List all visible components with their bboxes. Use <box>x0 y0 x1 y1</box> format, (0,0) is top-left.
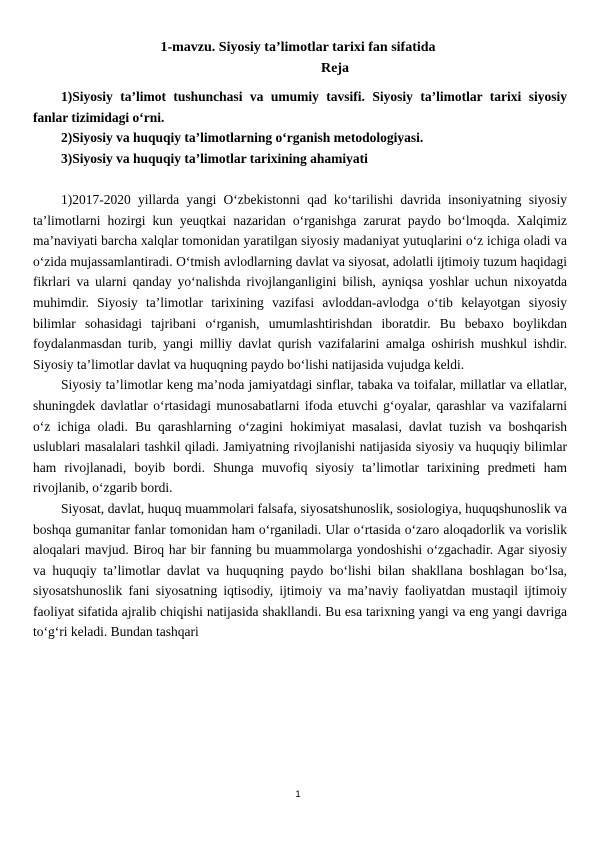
paragraph: Siyosiy ta’limotlar keng ma’noda jamiyatdagi sinflar, tabaka va toifalar, millatlar va ellatlar, shuningdek davlatlar o‘rtasidagi munosabatlarni ifoda etuvchi g‘oyalar, qarashlar va vazifalarni o‘z ichiga oladi. Bu qarashlarning o‘zagini hokimiyat masalasi, davlat tuzish va boshqarish uslublari masalalari tashkil qiladi. Jamiyatning rivojlanishi natijasida siyosiy va huquqiy bilimlar ham rivojlanadi, boyib bordi. Shunga muvofiq siyosiy ta’limotlar tarixining predmeti ham rivojlanib, o‘zgarib bordi. <box>33 377 567 496</box>
plan-item: 3)Siyosiy va huquqiy ta’limotlar tarixining ahamiyati <box>61 150 368 166</box>
paragraph: 1)2017-2020 yillarda yangi O‘zbekistonni qad ko‘tarilishi davrida insoniyatning siyosiy ta’limotlarni hozirgi kun yeuqtkai nazaridan o‘rganishga zarurat paydo bo‘lmoqda. Xalqimiz ma’naviyati barcha xalqlar tomonidan yaratilgan siyosiy madaniyat yutuqlarini o‘z ichiga oladi va o‘zida mujassamlantiradi. O‘tmish avlodlarning davlat va siyosat, adolatli ijtimoiy tuzum haqidagi fikrlari va ularni qanday yo‘nalishda rivojlanganligini bilish, ayniqsa yoshlar uchun nixoyatda muhimdir. Siyosiy ta’limotlar tarixining vazifasi avloddan-avlodga o‘tib kelayotgan siyosiy bilimlar sohasidagi tajribani o‘rganish, umumlashtirishdan iboratdir. Bu bebaxo boylikdan foydalanmasdan turib, yangi milliy davlat qurish vazifalarini amalga oshirish mushkul ishdir. Siyosiy ta’limotlar davlat va huquqning paydo bo‘lishi natijasida vujudga keldi. <box>33 192 567 372</box>
page-number: 1 <box>295 789 301 800</box>
plan-heading: Reja <box>321 61 349 76</box>
body-text <box>33 190 567 643</box>
plan-list <box>33 87 567 169</box>
document-title: 1-mavzu. Siyosiy ta’limotlar tarixi fan sifatida <box>160 40 436 55</box>
paragraph: Siyosat, davlat, huquq muammolari falsafa, siyosatshunoslik, sosiologiya, huquqshunoslik va boshqa gumanitar fanlar tomonidan ham o‘rganiladi. Ular o‘rtasida o‘zaro aloqadorlik va vorislik aloqalari mavjud. Biroq har bir fanning bu muammolarga yondoshishi o‘zgachadir. Agar siyosiy va huquqiy ta’limotlar davlat va huquqning paydo bo‘lishi bilan shakllana boshlagan bo‘lsa, siyosatshunoslik fani siyosatning iqtisodiy, ijtimoiy va ma’naviy faoliyatdan mustaqil ijtimoiy faoliyat sifatida ajralib chiqishi natijasida shakllandi. Bu esa tarixning yangi va eng yangi davriga to‘g‘ri keladi. Bundan tashqari <box>33 500 567 640</box>
plan-item: 1)Siyosiy ta’limot tushunchasi va umumiy tavsifi. Siyosiy ta’limotlar tarixi siyosiy fanlar tizimidagi o‘rni. <box>33 89 567 125</box>
plan-item: 2)Siyosiy va huquqiy ta’limotlarning o‘rganish metodologiyasi. <box>61 130 424 146</box>
